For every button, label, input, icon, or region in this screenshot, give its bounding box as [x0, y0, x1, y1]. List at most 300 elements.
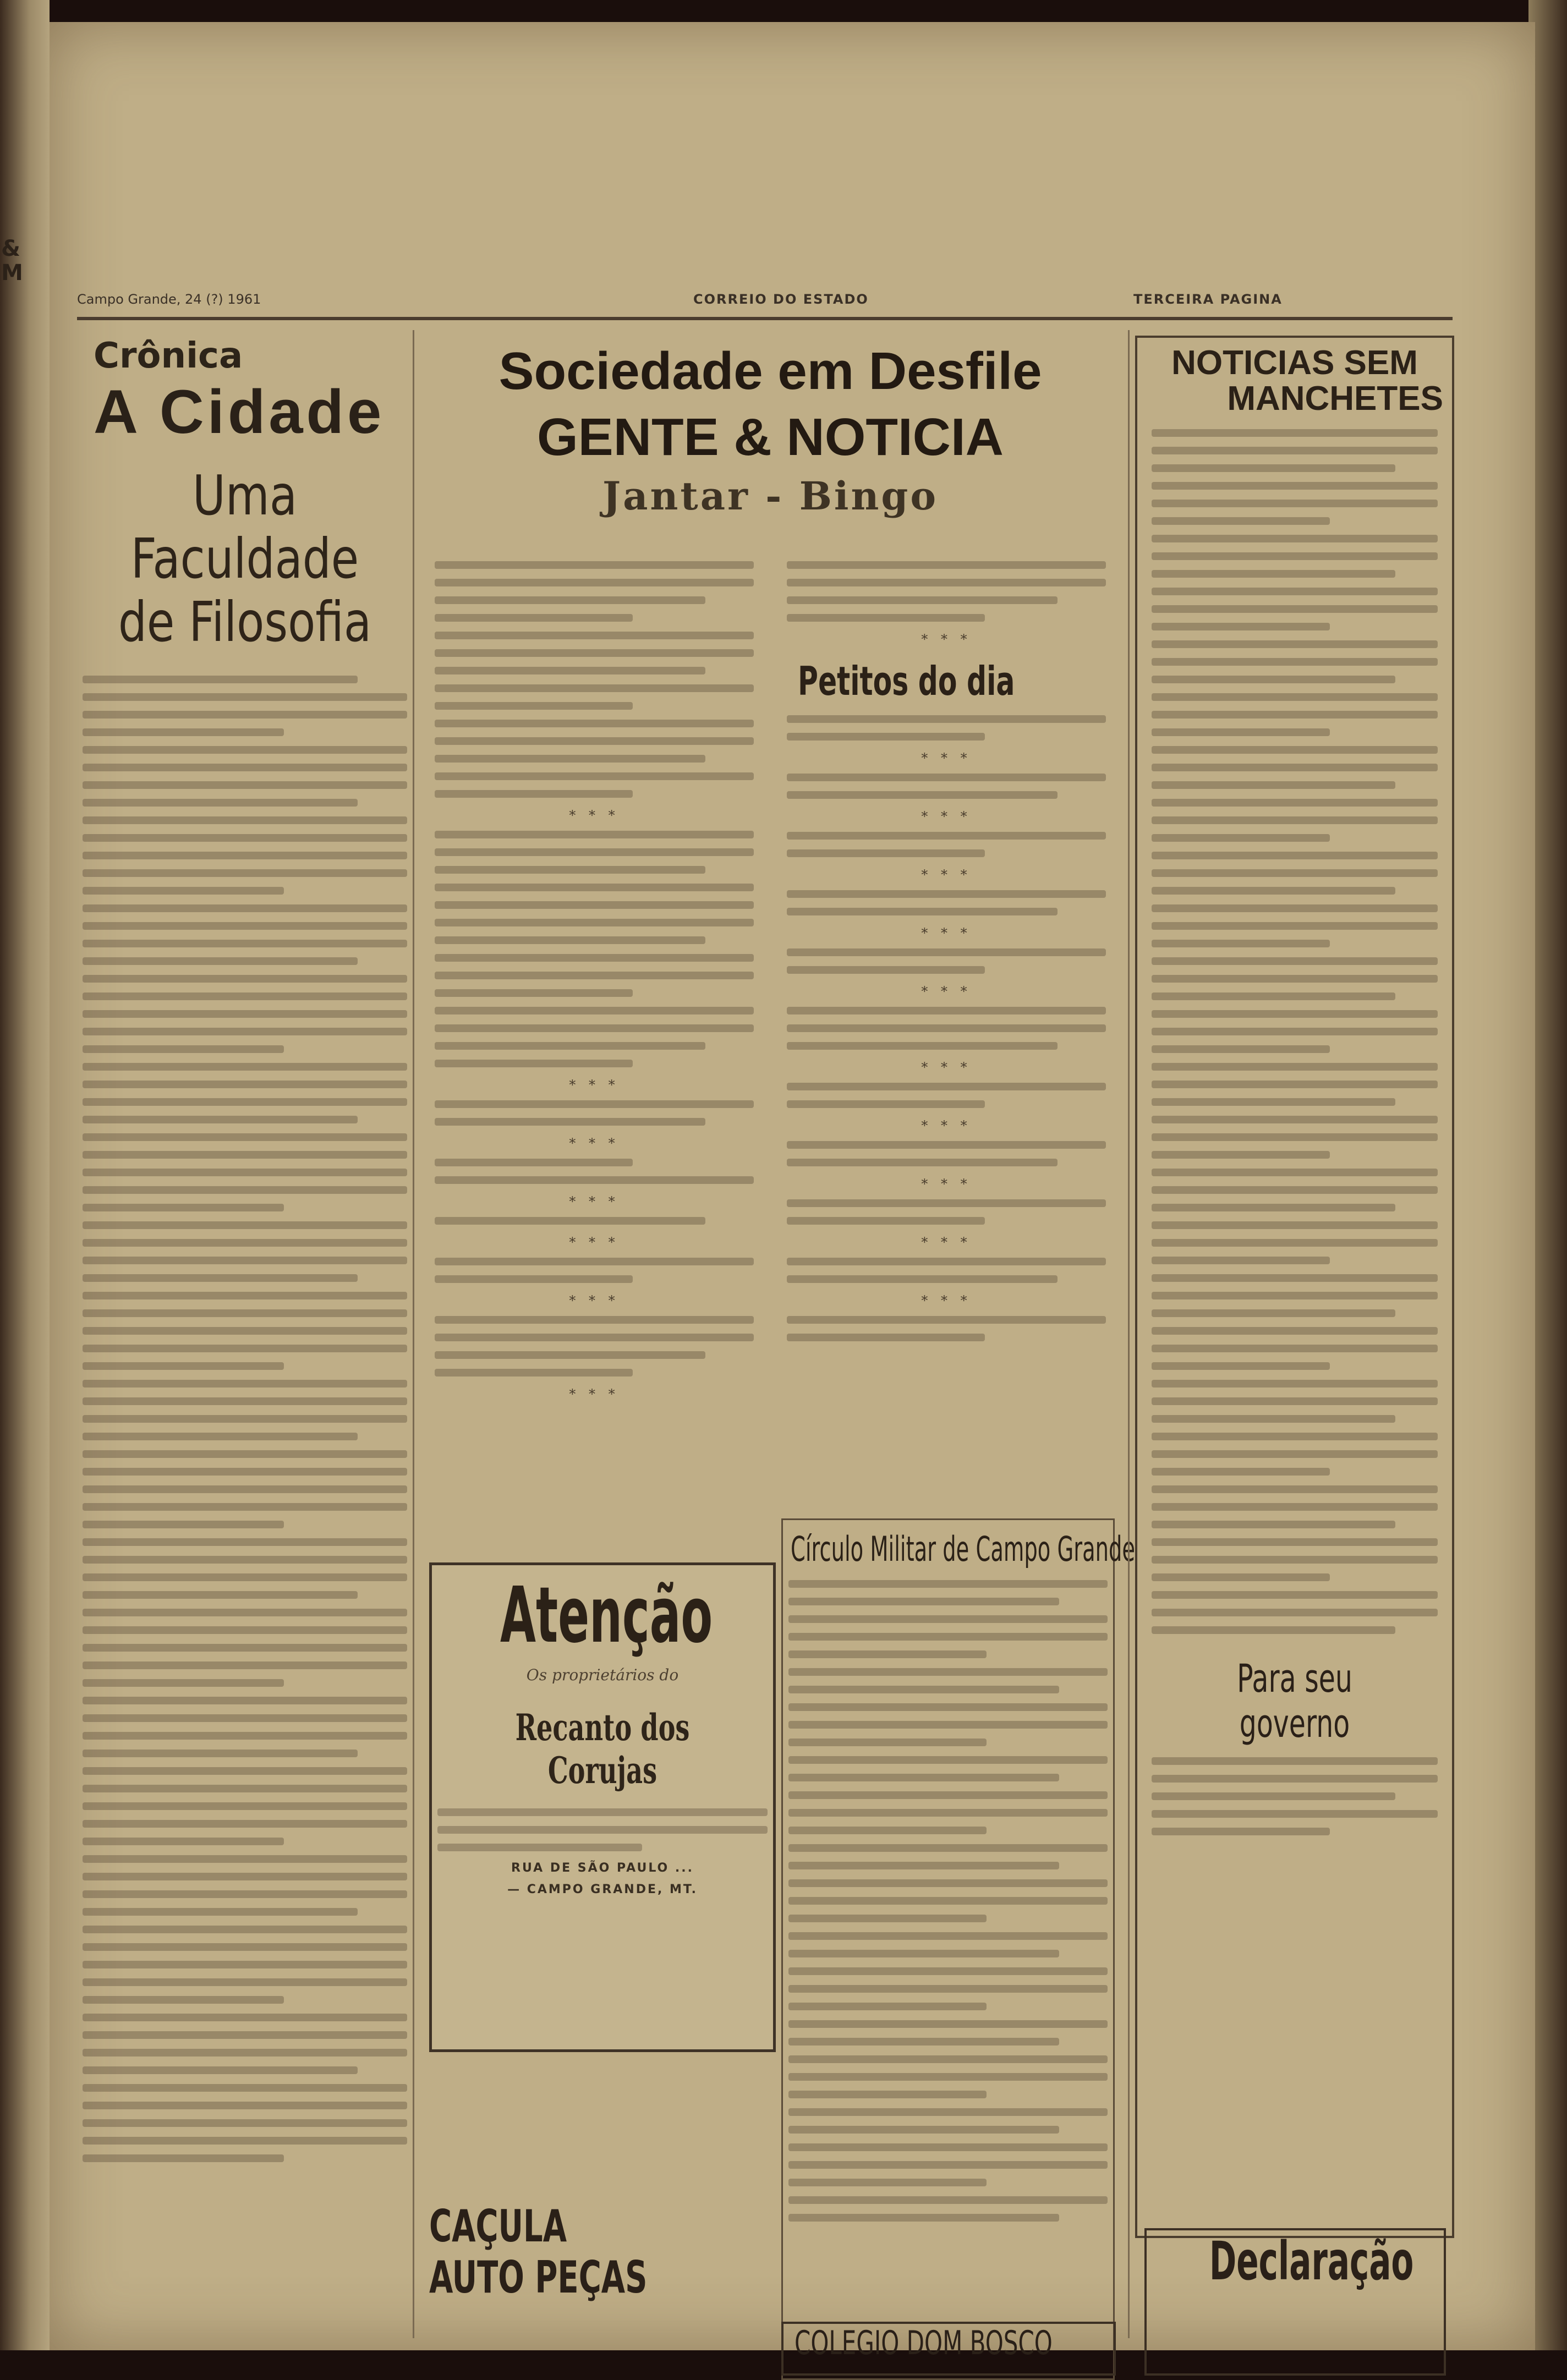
text-line: [83, 975, 407, 983]
text-line: [1152, 447, 1438, 454]
text-line: [1152, 658, 1438, 666]
text-line: [787, 1141, 1106, 1149]
text-line: [788, 1633, 1108, 1641]
text-line: [1152, 1521, 1395, 1528]
header-paper-name: CORREIO DO ESTADO: [693, 292, 869, 307]
text-line: [1152, 552, 1438, 560]
text-line: [788, 2055, 1108, 2063]
text-line: [1152, 693, 1438, 701]
text-line: [83, 1644, 407, 1652]
text-line: [83, 1556, 407, 1564]
text-line: [83, 1890, 407, 1898]
text-line: [787, 1159, 1058, 1166]
text-line: [83, 711, 407, 719]
text-line: [1152, 711, 1438, 719]
text-line: [1152, 1380, 1438, 1388]
text-line: [787, 890, 1106, 898]
text-line: [83, 1186, 407, 1194]
text-line: [83, 1978, 407, 1986]
text-line: [83, 728, 284, 736]
text-line: [787, 1217, 985, 1225]
text-line: [1152, 1415, 1395, 1423]
text-line: [83, 1926, 407, 1933]
text-line: [83, 1679, 284, 1687]
separator-stars: * * *: [569, 1077, 620, 1093]
society-subcolumn-a: [429, 561, 759, 1410]
text-line: [1152, 517, 1330, 525]
noticias-title-line1: NOTICIAS SEM: [1171, 344, 1418, 382]
colegio-dom-bosco-ad: [781, 2322, 1116, 2376]
text-line: [1152, 676, 1395, 683]
text-line: [435, 866, 705, 874]
text-line: [83, 2119, 407, 2127]
text-line: [788, 2179, 987, 2186]
text-line: [83, 2102, 407, 2109]
text-line: [83, 1820, 407, 1828]
text-line: [83, 1785, 407, 1792]
text-line: [435, 755, 705, 763]
text-line: [787, 832, 1106, 840]
text-line: [788, 2091, 987, 2098]
para-seu-governo-heading: Para seu governo: [1237, 1656, 1352, 1746]
text-line: [788, 2020, 1108, 2028]
text-line: [435, 831, 754, 838]
text-line: [435, 919, 754, 926]
separator-stars: * * *: [569, 1235, 620, 1250]
text-line: [83, 1521, 284, 1528]
text-line: [1152, 1327, 1438, 1335]
text-line: [83, 1327, 407, 1335]
text-line: [1152, 500, 1438, 507]
text-line: [787, 596, 1058, 604]
text-line: [788, 1774, 1059, 1781]
text-line: [788, 1721, 1108, 1729]
text-line: [1152, 1556, 1438, 1564]
text-line: [435, 720, 754, 727]
atencao-ad-subtitle: Recanto dos Corujas: [515, 1706, 690, 1792]
atencao-ad-title: Atenção: [500, 1571, 713, 1660]
text-line: [83, 1151, 407, 1159]
text-line: [1152, 1828, 1330, 1835]
text-line: [1152, 623, 1330, 630]
text-line: [83, 1661, 407, 1669]
text-line: [788, 1862, 1059, 1869]
text-line: [1152, 1239, 1438, 1247]
text-line: [787, 1334, 985, 1341]
text-line: [435, 1007, 754, 1014]
noticias-title-line2: MANCHETES: [1227, 380, 1443, 418]
text-line: [1152, 1098, 1395, 1106]
text-line: [83, 764, 407, 771]
text-line: [1152, 852, 1438, 859]
header-rule: [77, 317, 1453, 320]
text-line: [83, 1133, 407, 1141]
text-line: [83, 1081, 407, 1088]
text-line: [83, 1750, 358, 1757]
text-line: [83, 1010, 407, 1018]
text-line: [1152, 1169, 1438, 1176]
text-line: [435, 702, 633, 710]
text-line: [1152, 1757, 1438, 1765]
text-line: [787, 908, 1058, 915]
separator-stars: * * *: [921, 1176, 972, 1192]
text-line: [83, 1169, 407, 1176]
text-line: [1152, 1362, 1330, 1370]
text-line: [1152, 1345, 1438, 1352]
text-line: [83, 816, 407, 824]
faculdade-headline-line1: Uma Faculdade: [130, 463, 359, 591]
text-line: [1152, 975, 1438, 983]
text-line: [83, 1380, 407, 1388]
text-line: [83, 1485, 407, 1493]
text-line: [1152, 746, 1438, 754]
text-line: [435, 1159, 633, 1166]
separator-stars: * * *: [569, 1293, 620, 1308]
text-line: [435, 596, 705, 604]
text-line: [83, 1714, 407, 1722]
separator-stars: * * *: [921, 750, 972, 766]
text-line: [83, 1838, 284, 1845]
text-line: [787, 1024, 1106, 1032]
text-line: [787, 791, 1058, 799]
text-line: [1152, 1081, 1438, 1088]
text-line: [1152, 570, 1395, 578]
text-line: [83, 2137, 407, 2145]
separator-stars: * * *: [921, 925, 972, 941]
text-line: [435, 972, 754, 979]
text-line: [1152, 781, 1395, 789]
separator-stars: * * *: [569, 808, 620, 823]
text-line: [1152, 1609, 1438, 1616]
text-line: [435, 614, 633, 622]
text-line: [83, 1204, 284, 1211]
text-line: [787, 614, 985, 622]
text-line: [83, 2154, 284, 2162]
text-line: [83, 1045, 284, 1053]
text-line: [1152, 992, 1395, 1000]
text-line: [435, 1060, 633, 1067]
text-line: [435, 1369, 633, 1377]
circulo-militar-box: [781, 1518, 1136, 2380]
text-line: [1152, 1221, 1438, 1229]
text-line: [788, 2214, 1059, 2222]
text-line: [1152, 904, 1438, 912]
text-line: [435, 1176, 754, 1184]
text-line: [83, 1732, 407, 1740]
text-line: [788, 1932, 1108, 1940]
text-line: [1152, 1010, 1438, 1018]
text-line: [435, 1258, 754, 1265]
text-line: [1152, 1810, 1438, 1818]
text-line: [435, 884, 754, 891]
text-line: [1152, 1116, 1438, 1123]
text-line: [435, 579, 754, 586]
text-line: [83, 746, 407, 754]
cronica-kicker: Crônica: [94, 336, 243, 376]
text-line: [83, 1274, 358, 1282]
text-line: [83, 887, 284, 895]
text-line: [1152, 764, 1438, 771]
separator-stars: * * *: [569, 1386, 620, 1402]
text-line: [787, 1042, 1058, 1050]
text-line: [788, 2161, 1108, 2169]
text-line: [788, 1879, 1108, 1887]
gente-noticia-title: GENTE & NOTICIA: [536, 408, 1004, 467]
text-line: [83, 1908, 358, 1916]
separator-stars: * * *: [921, 632, 972, 647]
text-line: [788, 1739, 987, 1746]
text-line: [83, 2084, 407, 2092]
text-line: [435, 848, 754, 856]
declaracao-title: Declaração: [1209, 2230, 1414, 2292]
text-line: [787, 733, 985, 741]
text-line: [1152, 1204, 1395, 1211]
text-line: [83, 1116, 358, 1123]
text-line: [83, 1873, 407, 1880]
text-line: [1152, 1450, 1438, 1458]
separator-stars: * * *: [569, 1194, 620, 1209]
text-line: [787, 1007, 1106, 1014]
atencao-ad-footer-2: — CAMPO GRANDE, MT.: [507, 1883, 698, 1896]
text-line: [83, 1028, 407, 1035]
text-line: [787, 1083, 1106, 1090]
text-line: [788, 2038, 1059, 2046]
text-line: [788, 1897, 1108, 1905]
text-line: [435, 901, 754, 909]
text-line: [435, 667, 705, 674]
separator-stars: * * *: [921, 984, 972, 999]
separator-stars: * * *: [921, 1293, 972, 1308]
text-line: [788, 1668, 1108, 1676]
text-line: [787, 1316, 1106, 1324]
text-line: [788, 2196, 1108, 2204]
a-cidade-title: A Cidade: [94, 377, 385, 446]
text-line: [435, 649, 754, 657]
text-line: [83, 940, 407, 947]
text-line: [437, 1844, 642, 1851]
text-line: [83, 1961, 407, 1968]
separator-stars: * * *: [921, 1235, 972, 1250]
text-line: [788, 1650, 987, 1658]
text-line: [83, 1309, 407, 1317]
text-line: [83, 1697, 407, 1704]
text-line: [83, 781, 407, 789]
text-line: [1152, 728, 1330, 736]
text-line: [83, 922, 407, 930]
text-line: [1152, 1591, 1438, 1599]
text-line: [788, 1985, 1108, 1993]
text-line: [435, 1118, 705, 1126]
text-line: [435, 1042, 705, 1050]
text-line: [435, 737, 754, 745]
text-line: [1152, 1151, 1330, 1159]
text-line: [788, 1844, 1108, 1852]
left-page-spine: [0, 0, 50, 2350]
text-line: [83, 1802, 407, 1810]
text-line: [788, 1580, 1108, 1588]
text-line: [1152, 1626, 1395, 1634]
header-page-label: TERCEIRA PAGINA: [1133, 292, 1283, 307]
text-line: [83, 1362, 284, 1370]
cronica-body-text: [77, 676, 413, 2162]
text-line: [83, 1292, 407, 1299]
jantar-bingo-subtitle: Jantar - Bingo: [602, 473, 939, 519]
text-line: [1152, 605, 1438, 613]
faculdade-headline-line2: de Filosofia: [118, 590, 372, 654]
text-line: [435, 1334, 754, 1341]
text-line: [83, 1573, 407, 1581]
text-line: [83, 2014, 407, 2021]
text-line: [435, 561, 754, 569]
text-line: [787, 966, 985, 974]
text-line: [788, 1950, 1059, 1957]
text-line: [435, 1024, 754, 1032]
text-line: [1152, 1573, 1330, 1581]
text-line: [437, 1808, 768, 1816]
separator-stars: * * *: [921, 1118, 972, 1133]
text-line: [788, 1809, 1108, 1817]
petitos-heading: Petitos do dia: [798, 658, 1015, 704]
text-line: [1152, 957, 1438, 965]
text-line: [788, 1686, 1059, 1693]
text-line: [787, 715, 1106, 723]
text-line: [83, 2049, 407, 2057]
text-line: [1152, 1433, 1438, 1440]
text-line: [437, 1826, 768, 1834]
atencao-ad-small: Os proprietários do: [526, 1666, 679, 1684]
text-line: [1152, 1397, 1438, 1405]
text-line: [1152, 1503, 1438, 1511]
noticias-sem-manchetes-box: [1135, 336, 1454, 2238]
text-line: [435, 684, 754, 692]
text-line: [788, 2003, 987, 2010]
separator-stars: * * *: [921, 809, 972, 824]
text-line: [1152, 1792, 1395, 1800]
text-line: [1152, 1485, 1438, 1493]
text-line: [788, 2126, 1059, 2134]
text-line: [83, 1767, 407, 1775]
cacula-auto-pecas-ad: CAÇULA AUTO PEÇAS: [429, 2201, 648, 2303]
text-line: [83, 852, 407, 859]
text-line: [435, 989, 633, 997]
text-line: [435, 1316, 754, 1324]
text-line: [83, 1098, 407, 1106]
text-line: [83, 992, 407, 1000]
separator-stars: * * *: [921, 867, 972, 882]
text-line: [83, 1626, 407, 1634]
text-line: [83, 1996, 284, 2004]
atencao-ad-footer: RUA DE SÃO PAULO ...: [511, 1861, 694, 1875]
middle-column: [429, 330, 1136, 2362]
text-line: [435, 1351, 705, 1359]
text-line: [1152, 535, 1438, 542]
text-line: [1152, 940, 1330, 947]
text-line: [1152, 1292, 1438, 1299]
text-line: [788, 2143, 1108, 2151]
text-line: [788, 1967, 1108, 1975]
text-line: [787, 579, 1106, 586]
text-line: [435, 790, 633, 798]
text-line: [788, 1703, 1108, 1711]
text-line: [1152, 1186, 1438, 1194]
text-line: [1152, 588, 1438, 595]
text-line: [788, 1615, 1108, 1623]
sociedade-title: Sociedade em Desfile: [498, 342, 1042, 401]
text-line: [1152, 1257, 1330, 1264]
text-line: [1152, 464, 1395, 472]
text-line: [787, 1199, 1106, 1207]
text-line: [787, 948, 1106, 956]
text-line: [83, 1943, 407, 1951]
right-column: [1128, 330, 1460, 2338]
text-line: [1152, 816, 1438, 824]
text-line: [787, 561, 1106, 569]
text-line: [1152, 1028, 1438, 1035]
text-line: [788, 1756, 1108, 1764]
text-line: [1152, 1133, 1438, 1141]
text-line: [83, 1397, 407, 1405]
text-line: [83, 834, 407, 842]
text-line: [435, 1100, 754, 1108]
text-line: [83, 1433, 358, 1440]
text-line: [787, 774, 1106, 781]
text-line: [1152, 834, 1330, 842]
text-line: [1152, 869, 1438, 877]
text-line: [787, 1258, 1106, 1265]
text-line: [83, 1468, 407, 1476]
text-line: [788, 1915, 987, 1922]
text-line: [435, 632, 754, 639]
text-line: [1152, 482, 1438, 490]
text-line: [788, 1791, 1108, 1799]
text-line: [1152, 1063, 1438, 1071]
text-line: [83, 1503, 407, 1511]
text-line: [1152, 887, 1395, 895]
text-line: [83, 1538, 407, 1546]
text-line: [435, 1275, 633, 1283]
text-line: [1152, 1045, 1330, 1053]
text-line: [83, 904, 407, 912]
text-line: [83, 693, 407, 701]
text-line: [83, 1450, 407, 1458]
spine-fragment: & M: [1, 236, 23, 286]
text-line: [1152, 640, 1438, 648]
text-line: [83, 676, 358, 683]
text-line: [83, 1345, 407, 1352]
text-line: [1152, 1309, 1395, 1317]
declaracao-box: [1144, 2228, 1446, 2376]
text-line: [788, 1598, 1059, 1605]
text-line: [83, 1591, 358, 1599]
text-line: [787, 1275, 1058, 1283]
text-line: [83, 869, 407, 877]
text-line: [1152, 1274, 1438, 1282]
text-line: [83, 1415, 407, 1423]
text-line: [83, 1063, 407, 1071]
circulo-militar-title: Círculo Militar de Campo Grande: [791, 1529, 1136, 1569]
text-line: [83, 1257, 407, 1264]
text-line: [83, 2066, 358, 2074]
text-line: [1152, 1468, 1330, 1476]
text-line: [435, 1217, 705, 1225]
text-line: [788, 2108, 1108, 2116]
text-line: [1152, 922, 1438, 930]
colegio-dom-bosco-title: COLEGIO DOM BOSCO: [795, 2324, 1053, 2362]
text-line: [83, 2031, 407, 2039]
text-line: [83, 1239, 407, 1247]
text-line: [83, 1609, 407, 1616]
text-line: [83, 957, 358, 965]
